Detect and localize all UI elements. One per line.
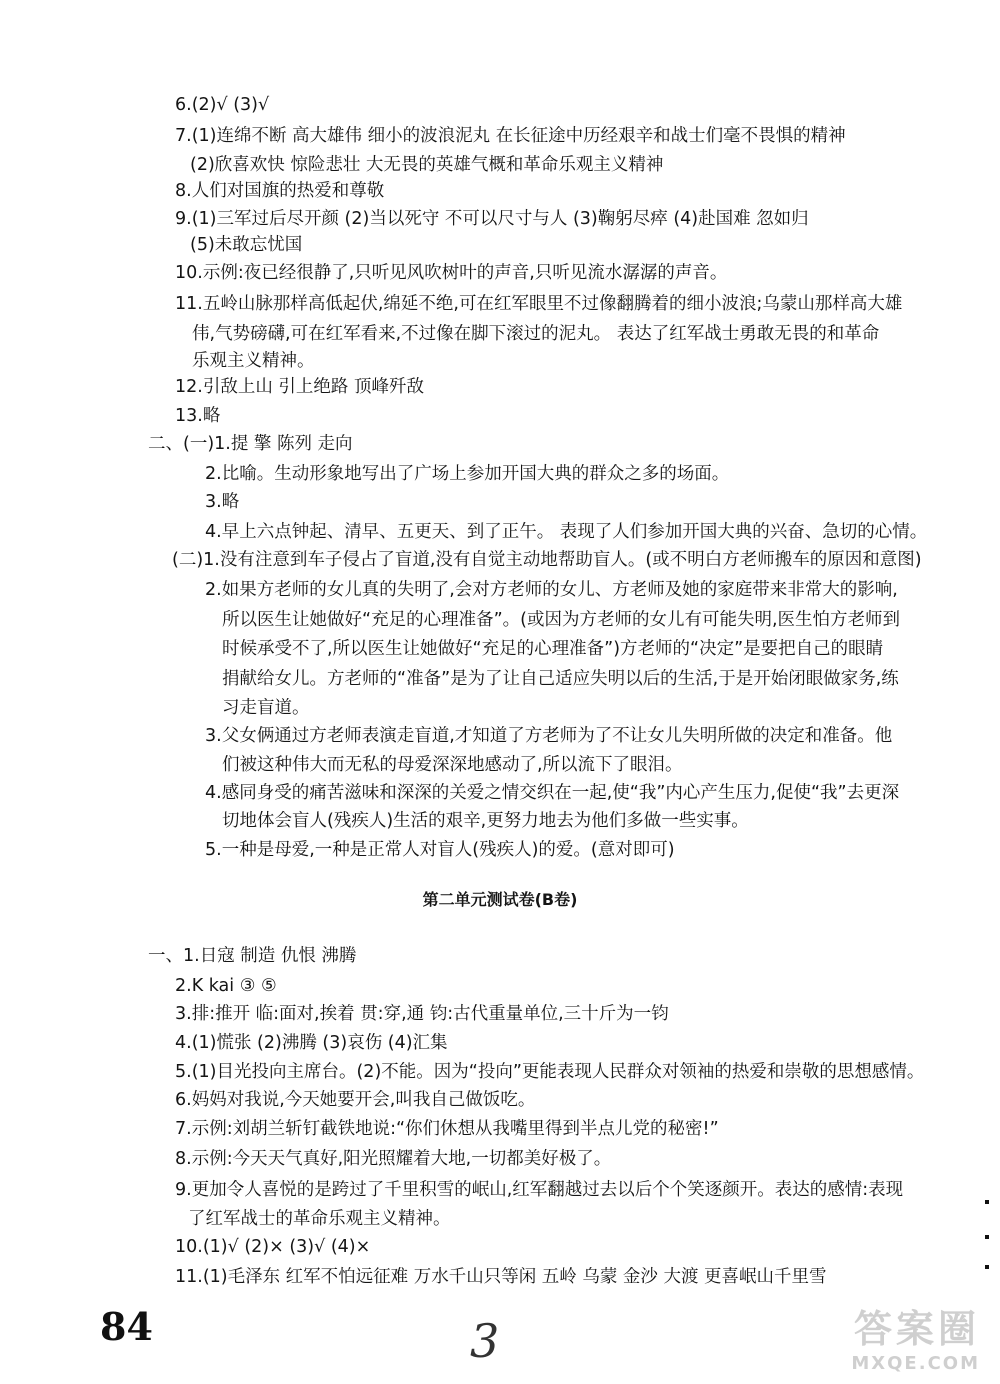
- answer-line: 9.(1)三军过后尽开颜 (2)当以死守 不可以尺寸与人 (3)鞠躬尽瘁 (4)赴国难 忽如归: [175, 209, 809, 229]
- scan-dot: [985, 1200, 989, 1204]
- answer-line: 3.父女俩通过方老师表演走盲道,才知道了方老师为了不让女儿失明所做的决定和准备。他: [205, 726, 893, 746]
- answer-line: 5.(1)目光投向主席台。(2)不能。因为“投向”更能表现人民群众对领袖的热爱和崇敬的思想感情。: [175, 1062, 925, 1082]
- answer-line: 4.早上六点钟起、清早、五更天、到了正午。 表现了人们参加开国大典的兴奋、急切的心情。: [205, 522, 928, 542]
- answer-line: 6.妈妈对我说,今天她要开会,叫我自己做饭吃。: [175, 1090, 536, 1110]
- answer-line: (2)欣喜欢快 惊险悲壮 大无畏的英雄气概和革命乐观主义精神: [190, 155, 664, 175]
- answer-line: 2.K kai ③ ⑤: [175, 976, 277, 996]
- answer-line: 二、(一)1.提 擎 陈列 走向: [148, 434, 353, 454]
- answer-line: 10.(1)√ (2)× (3)√ (4)×: [175, 1237, 371, 1257]
- answer-line: 7.示例:刘胡兰斩钉截铁地说:“你们休想从我嘴里得到半点儿党的秘密!”: [175, 1119, 719, 1139]
- answer-line: 11.五岭山脉那样高低起伏,绵延不绝,可在红军眼里不过像翻腾着的细小波浪;乌蒙山那样高大雄: [175, 294, 903, 314]
- scan-dot: [985, 1235, 989, 1239]
- answer-line: 4.(1)慌张 (2)沸腾 (3)哀伤 (4)汇集: [175, 1033, 448, 1053]
- answer-line: 习走盲道。: [222, 698, 310, 718]
- answer-line: 12.引敌上山 引上绝路 顶峰歼敌: [175, 377, 424, 397]
- answer-line: 伟,气势磅礴,可在红军看来,不过像在脚下滚过的泥丸。 表达了红军战士勇敢无畏的和革命: [192, 324, 880, 344]
- answer-line: 13.略: [175, 406, 221, 426]
- answer-line: 3.略: [205, 492, 240, 512]
- answer-line: 们被这种伟大而无私的母爱深深地感动了,所以流下了眼泪。: [222, 755, 683, 775]
- answer-line: 捐献给女儿。方老师的“准备”是为了让自己适应失明以后的生活,于是开始闭眼做家务,练: [222, 669, 899, 689]
- answer-line: (5)未敢忘忧国: [190, 235, 303, 255]
- answer-line: 11.(1)毛泽东 红军不怕远征难 万水千山只等闲 五岭 乌蒙 金沙 大渡 更喜岷山千里雪: [175, 1267, 827, 1287]
- page-number: 84: [100, 1304, 153, 1349]
- watermark-logo: 答案圈: [853, 1307, 980, 1351]
- answer-line: 6.(2)√ (3)√: [175, 95, 270, 115]
- answer-line: (二)1.没有注意到车子侵占了盲道,没有自觉主动地帮助盲人。(或不明白方老师搬车的原因和意图): [172, 550, 922, 570]
- watermark: [851, 1298, 980, 1374]
- scan-dot: [985, 1265, 989, 1269]
- answer-line: 10.示例:夜已经很静了,只听见风吹树叶的声音,只听见流水潺潺的声音。: [175, 263, 728, 283]
- answer-line: 时候承受不了,所以医生让她做好“充足的心理准备”)方老师的“决定”是要把自己的眼睛: [222, 639, 884, 659]
- handwritten-mark: 3: [470, 1314, 500, 1368]
- answer-line: 乐观主义精神。: [192, 351, 315, 371]
- watermark-url: MXQE.COM: [851, 1353, 980, 1374]
- answer-line: 2.如果方老师的女儿真的失明了,会对方老师的女儿、方老师及她的家庭带来非常大的影响,: [205, 580, 898, 600]
- answer-line: 7.(1)连绵不断 高大雄伟 细小的波浪泥丸 在长征途中历经艰辛和战士们毫不畏惧的精神: [175, 126, 846, 146]
- answer-line: 5.一种是母爱,一种是正常人对盲人(残疾人)的爱。(意对即可): [205, 840, 675, 860]
- answer-line: 2.比喻。生动形象地写出了广场上参加开国大典的群众之多的场面。: [205, 464, 730, 484]
- answer-line: 9.更加令人喜悦的是跨过了千里积雪的岷山,红军翻越过去以后个个笑逐颜开。表达的感情:表现: [175, 1180, 904, 1200]
- answer-line: 3.排:推开 临:面对,挨着 贯:穿,通 钧:古代重量单位,三十斤为一钧: [175, 1004, 669, 1024]
- answer-line: 了红军战士的革命乐观主义精神。: [188, 1209, 451, 1229]
- answer-line: 所以医生让她做好“充足的心理准备”。(或因为方老师的女儿有可能失明,医生怕方老师到: [222, 610, 901, 630]
- answer-line: 8.示例:今天天气真好,阳光照耀着大地,一切都美好极了。: [175, 1149, 612, 1169]
- answer-line: 8.人们对国旗的热爱和尊敬: [175, 181, 385, 201]
- section-title: 第二单元测试卷(B卷): [422, 890, 578, 909]
- answer-line: 4.感同身受的痛苦滋味和深深的关爱之情交织在一起,使“我”内心产生压力,促使“我”去更深: [205, 783, 900, 803]
- answer-line: 切地体会盲人(残疾人)生活的艰辛,更努力地去为他们多做一些实事。: [222, 811, 749, 831]
- answer-line: 一、1.日寇 制造 仇恨 沸腾: [148, 946, 357, 966]
